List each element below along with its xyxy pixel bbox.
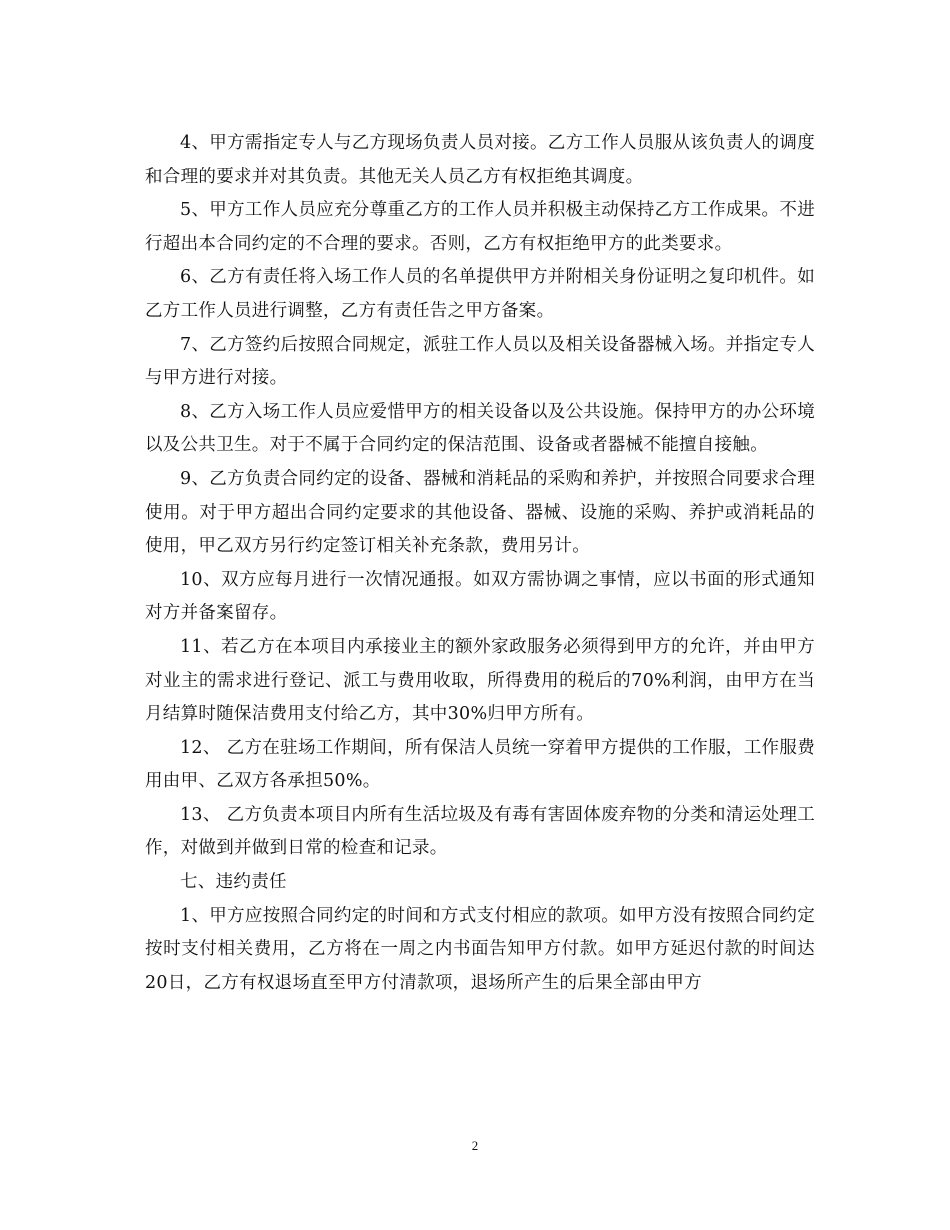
clause-8: 8、乙方入场工作人员应爱惜甲方的相关设备以及公共设施。保持甲方的办公环境以及公共卫生。对于不属于合同约定的保洁范围、设备或者器械不能擅自接触。 bbox=[145, 401, 815, 456]
clause-12: 12、 乙方在驻场工作期间，所有保洁人员统一穿着甲方提供的工作服，工作服费用由甲、乙双方各承担50%。 bbox=[145, 737, 815, 792]
clause-6: 6、乙方有责任将入场工作人员的名单提供甲方并附相关身份证明之复印机件。如乙方工作人员进行调整，乙方有责任告之甲方备案。 bbox=[145, 267, 815, 321]
clause-4: 4、甲方需指定专人与乙方现场负责人员对接。乙方工作人员服从该负责人的调度和合理的要求并对其负责。其他无关人员乙方有权拒绝其调度。 bbox=[145, 133, 815, 187]
clause-13: 13、 乙方负责本项目内所有生活垃圾及有毒有害固体废弃物的分类和清运处理工作，对做到并做到日常的检查和记录。 bbox=[145, 804, 815, 859]
document-body bbox=[145, 127, 815, 1000]
clause-10: 10、双方应每月进行一次情况通报。如双方需协调之事情，应以书面的形式通知对方并备案留存。 bbox=[145, 569, 815, 624]
clause-11: 11、若乙方在本项目内承接业主的额外家政服务必须得到甲方的允许，并由甲方对业主的需求进行登记、派工与费用收取，所得费用的税后的70%利润，由甲方在当月结算时随保洁费用支付给乙方，其中30%归甲方所有。 bbox=[145, 636, 815, 725]
page-number: 2 bbox=[471, 1138, 479, 1153]
breach-clause-1: 1、甲方应按照合同约定的时间和方式支付相应的款项。如甲方没有按照合同约定按时支付相关费用，乙方将在一周之内书面告知甲方付款。如甲方延迟付款的时间达20日，乙方有权退场直至甲方付清款项，退场所产生的后果全部由甲方 bbox=[145, 905, 815, 993]
clause-9: 9、乙方负责合同约定的设备、器械和消耗品的采购和养护，并按照合同要求合理使用。对于甲方超出合同约定要求的其他设备、器械、设施的采购、养护或消耗品的使用，甲乙双方另行约定签订相关补充条款，费用另计。 bbox=[145, 468, 815, 557]
section-heading-breach: 七、违约责任 bbox=[180, 872, 287, 893]
clause-5: 5、甲方工作人员应充分尊重乙方的工作人员并积极主动保持乙方工作成果。不进行超出本合同约定的不合理的要求。否则，乙方有权拒绝甲方的此类要求。 bbox=[145, 200, 815, 254]
clause-7: 7、乙方签约后按照合同规定，派驻工作人员以及相关设备器械入场。并指定专人与甲方进行对接。 bbox=[145, 334, 815, 389]
